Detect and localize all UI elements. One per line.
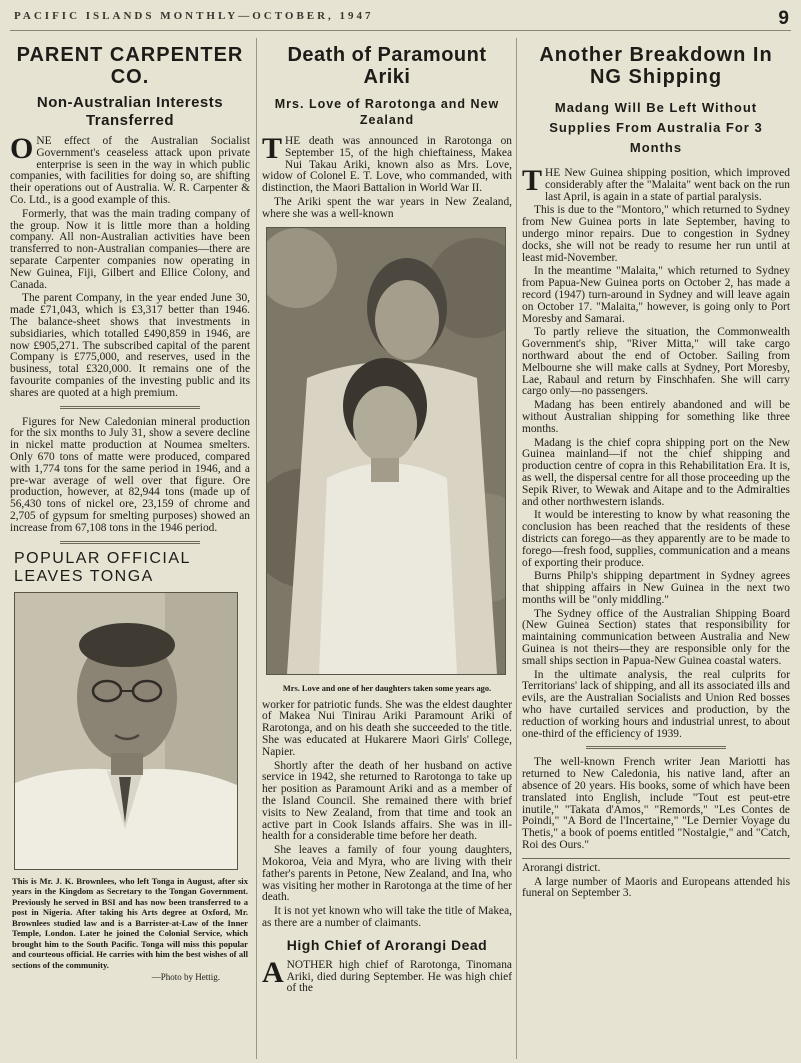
portrait-illustration bbox=[15, 593, 237, 869]
section-rule bbox=[522, 858, 790, 859]
section-rule bbox=[586, 746, 726, 749]
article-paragraph: A large number of Maoris and Europeans attended his funeral on September 3. bbox=[522, 875, 790, 900]
article-paragraph: In the ultimate analysis, the real culprits for Territorians' lack of shipping, and all its associated ills and evils, are the Australian Socialists and Union Red bosses who have curtailed services and production, by the reduction of working hours and industrial unrest, to about one-third of the efficiency of 1939. bbox=[522, 668, 790, 740]
article-paragraph: She leaves a family of four young daughters, Mokoroa, Veia and Myra, who are living with their father's parents in Petone, New Zealand, and Ina, who was visiting her mother in Rarotonga at the time of her death. bbox=[262, 844, 512, 904]
article-paragraph: THE death was announced in Rarotonga on September 15, of the high chieftainess, Makea Nui Takau Ariki, known also as Mrs. Love, widow of Colonel E. T. Love, who commanded, with distinction, the Maori Battalion in World War II. bbox=[262, 132, 512, 195]
headline-ariki: Death of Paramount Ariki bbox=[287, 44, 487, 88]
photo-caption-brownlees: This is Mr. J. K. Brownlees, who left Tonga in August, after six years in the Kingdom as Secretary to the Tongan Government. Previously he served in BSI and has now been transferred to a post in Nigeria. After taking his Arts degree at Oxford, Mr. Brownlees studied law and is a Barrister-at-Law of the Inner Temple, London. Later he joined the Colonial Service, which brought him to the South Pacific. Tonga will miss this popular and courteous official. He carries with him the best wishes of all sections of the community. bbox=[12, 875, 248, 970]
photo-brownlees bbox=[14, 592, 238, 870]
article-paragraph: It would be interesting to know by what reasoning the conclusion has been reached that the residents of these districts can forego—as they apparently are to be made to forego—fresh food, supplies, communication and a means of exporting their produce. bbox=[522, 509, 790, 569]
running-header: PACIFIC ISLANDS MONTHLY—OCTOBER, 1947 bbox=[14, 10, 374, 22]
header-rule bbox=[10, 30, 791, 31]
article-paragraph: worker for patriotic funds. She was the eldest daughter of Makea Nui Tinirau Ariki Paramount Ariki of Rarotonga, and on his death she succeeded to the title. She was educated at Hukarere Maori Girls' College, Napier. bbox=[262, 698, 512, 758]
drop-cap: T bbox=[522, 164, 543, 197]
article-paragraph: ONE effect of the Australian Socialist Government's ceaseless attack upon private enterprise is seen in the way in which public companies, with facilities for doing so, are shifting their operations out of Australia. W. R. Carpenter & Co. Ltd., is a good example of this. bbox=[10, 132, 250, 206]
column-middle bbox=[262, 38, 512, 1060]
headline-tonga: POPULAR OFFICIAL LEAVES TONGA bbox=[14, 549, 191, 585]
column-left bbox=[10, 38, 250, 1060]
column-divider bbox=[516, 38, 517, 1059]
headline-shipping: Another Breakdown In NG Shipping bbox=[539, 44, 773, 88]
article-paragraph: It is not yet known who will take the title of Makea, as there are a number of claimants. bbox=[262, 905, 512, 929]
drop-cap: T bbox=[262, 132, 283, 165]
nickel-item: Figures for New Caledonian mineral production for the six months to July 31, show a severe decline in nickel matte production at Noumea smelters. Only 670 tons of matte were produced, compared with 1,774 tons for the same period in 1946, and a pre-war average of well over that figure. Ore production, however, at 82,944 tons (made up of 56,430 tons of nickel ore, 23,159 of chrome and 2,705 of gypsum for smelting purposes) showed an increase from 67,108 tons in the 1946 period. bbox=[10, 415, 250, 534]
drop-cap: O bbox=[10, 132, 34, 165]
article-paragraph: Shortly after the death of her husband on active service in 1942, she returned to Rarotonga to take up her position as Paramount Ariki and as a member of the Island Council. She remained there with brief visits to New Zealand, from that time and took an active part in Cook Islands affairs. She was in ill-health for a considerable time before her death. bbox=[262, 759, 512, 843]
photo-caption-love: Mrs. Love and one of her daughters taken some years ago. bbox=[282, 683, 492, 693]
article-paragraph: The Ariki spent the war years in New Zealand, where she was a well-known bbox=[262, 195, 512, 220]
column-divider bbox=[256, 38, 257, 1059]
column-right bbox=[522, 38, 790, 1060]
article-paragraph: Burns Philp's shipping department in Sydney agrees that shipping affairs in New Guinea in the next two months will be "only middling." bbox=[522, 570, 790, 606]
article-paragraph: Madang has been entirely abandoned and will be without Australian shipping for something like three months. bbox=[522, 399, 790, 435]
subhead-shipping: Madang Will Be Left Without Supplies From Australia For 3 Months bbox=[549, 100, 763, 155]
page-number: 9 bbox=[778, 8, 789, 29]
photo-mrs-love bbox=[266, 227, 506, 675]
article-paragraph: ANOTHER high chief of Rarotonga, Tinomana Ariki, died during September. He was high chief of the bbox=[262, 955, 512, 995]
article-paragraph: THE New Guinea shipping position, which improved considerably after the "Malaita" went back on the run last April, is again in a state of partial paralysis. bbox=[522, 164, 790, 203]
subhead-ariki: Mrs. Love of Rarotonga and New Zealand bbox=[274, 97, 500, 127]
portrait-illustration bbox=[267, 228, 505, 674]
article-paragraph: The Sydney office of the Australian Shipping Board (New Guinea Section) states that responsibility for maintaining communication between Australia and New Guinea is not theirs—they are responsible only for the small ships section in Papua-New Guinea coastal waters. bbox=[522, 607, 790, 667]
article-paragraph: This is due to the "Montoro," which returned to Sydney from New Guinea ports in late September, having to undergo minor repairs. Due to congestion in Sydney docks, she will not be ready to resume her run until at least mid-November. bbox=[522, 204, 790, 264]
article-paragraph: Madang is the chief copra shipping port on the New Guinea mainland—if not the chief shipping and production centre of copra in this Rehabilitation Era. It is, as well, the dispersal centre for all those proceeding up the Sepik River, to Wewak and Aitape and to the Admiralties and other northwestern islands. bbox=[522, 436, 790, 508]
article-paragraph: The parent Company, in the year ended June 30, made £71,043, which is £3,317 better than 1946. The balance-sheet shows that investments in subsidiaries, which totalled £490,859 in 1946, are now £905,271. The subscribed capital of the parent Company is £775,000, and reserves, used in the business, total £320,000. It remains one of the favourite companies of the investing public and its shares are quoted at a high premium. bbox=[10, 292, 250, 399]
section-rule bbox=[60, 541, 200, 544]
headline-carpenter: PARENT CARPENTER CO. bbox=[16, 44, 244, 88]
article-paragraph: In the meantime "Malaita," which returned to Sydney from Papua-New Guinea ports on October 2, has made a record (1947) turn-around in Sydney and will leave again on October 17. "Malaita," however, is going only to Port Moresby and Samarai. bbox=[522, 265, 790, 325]
section-rule bbox=[60, 406, 200, 409]
drop-cap: A bbox=[262, 955, 284, 989]
photo-credit: —Photo by Hettig. bbox=[151, 972, 220, 982]
mariotti-item: The well-known French writer Jean Mariotti has returned to New Caledonia, his native land, after an absence of 20 years. His books, some of which have been translated into English, include "Tout est peut-etre inutile," "Takata d'Amos," "Remords," "Les Contes de Poindi," "A Bord de l'Incertaine," "Le Dernier Voyage du Thetis," a book of poems entitled "Nostalgie," and "Catch, Roi des Ours." bbox=[522, 756, 790, 852]
article-paragraph: Arorangi district. bbox=[522, 861, 601, 874]
headline-arorangi: High Chief of Arorangi Dead bbox=[286, 936, 488, 953]
article-paragraph: To partly relieve the situation, the Commonwealth Government's ship, "River Mitta," will take cargo northward about the end of October. Sailing from Melbourne she will make calls at Sydney, Port Moresby, Lae, Rabaul and return by Finschhafen. She will carry cargo only—no passengers. bbox=[522, 326, 790, 398]
article-paragraph: Formerly, that was the main trading company of the group. Now it is little more than a holding company. All non-Australian activities have been transferred to non-Australian companies—there are separate Carpenter companies now operating in New Guinea, Fiji, Gilbert and Ellice Colony, and Canada. bbox=[10, 207, 250, 291]
subhead-carpenter: Non-Australian Interests Transferred bbox=[36, 94, 224, 129]
